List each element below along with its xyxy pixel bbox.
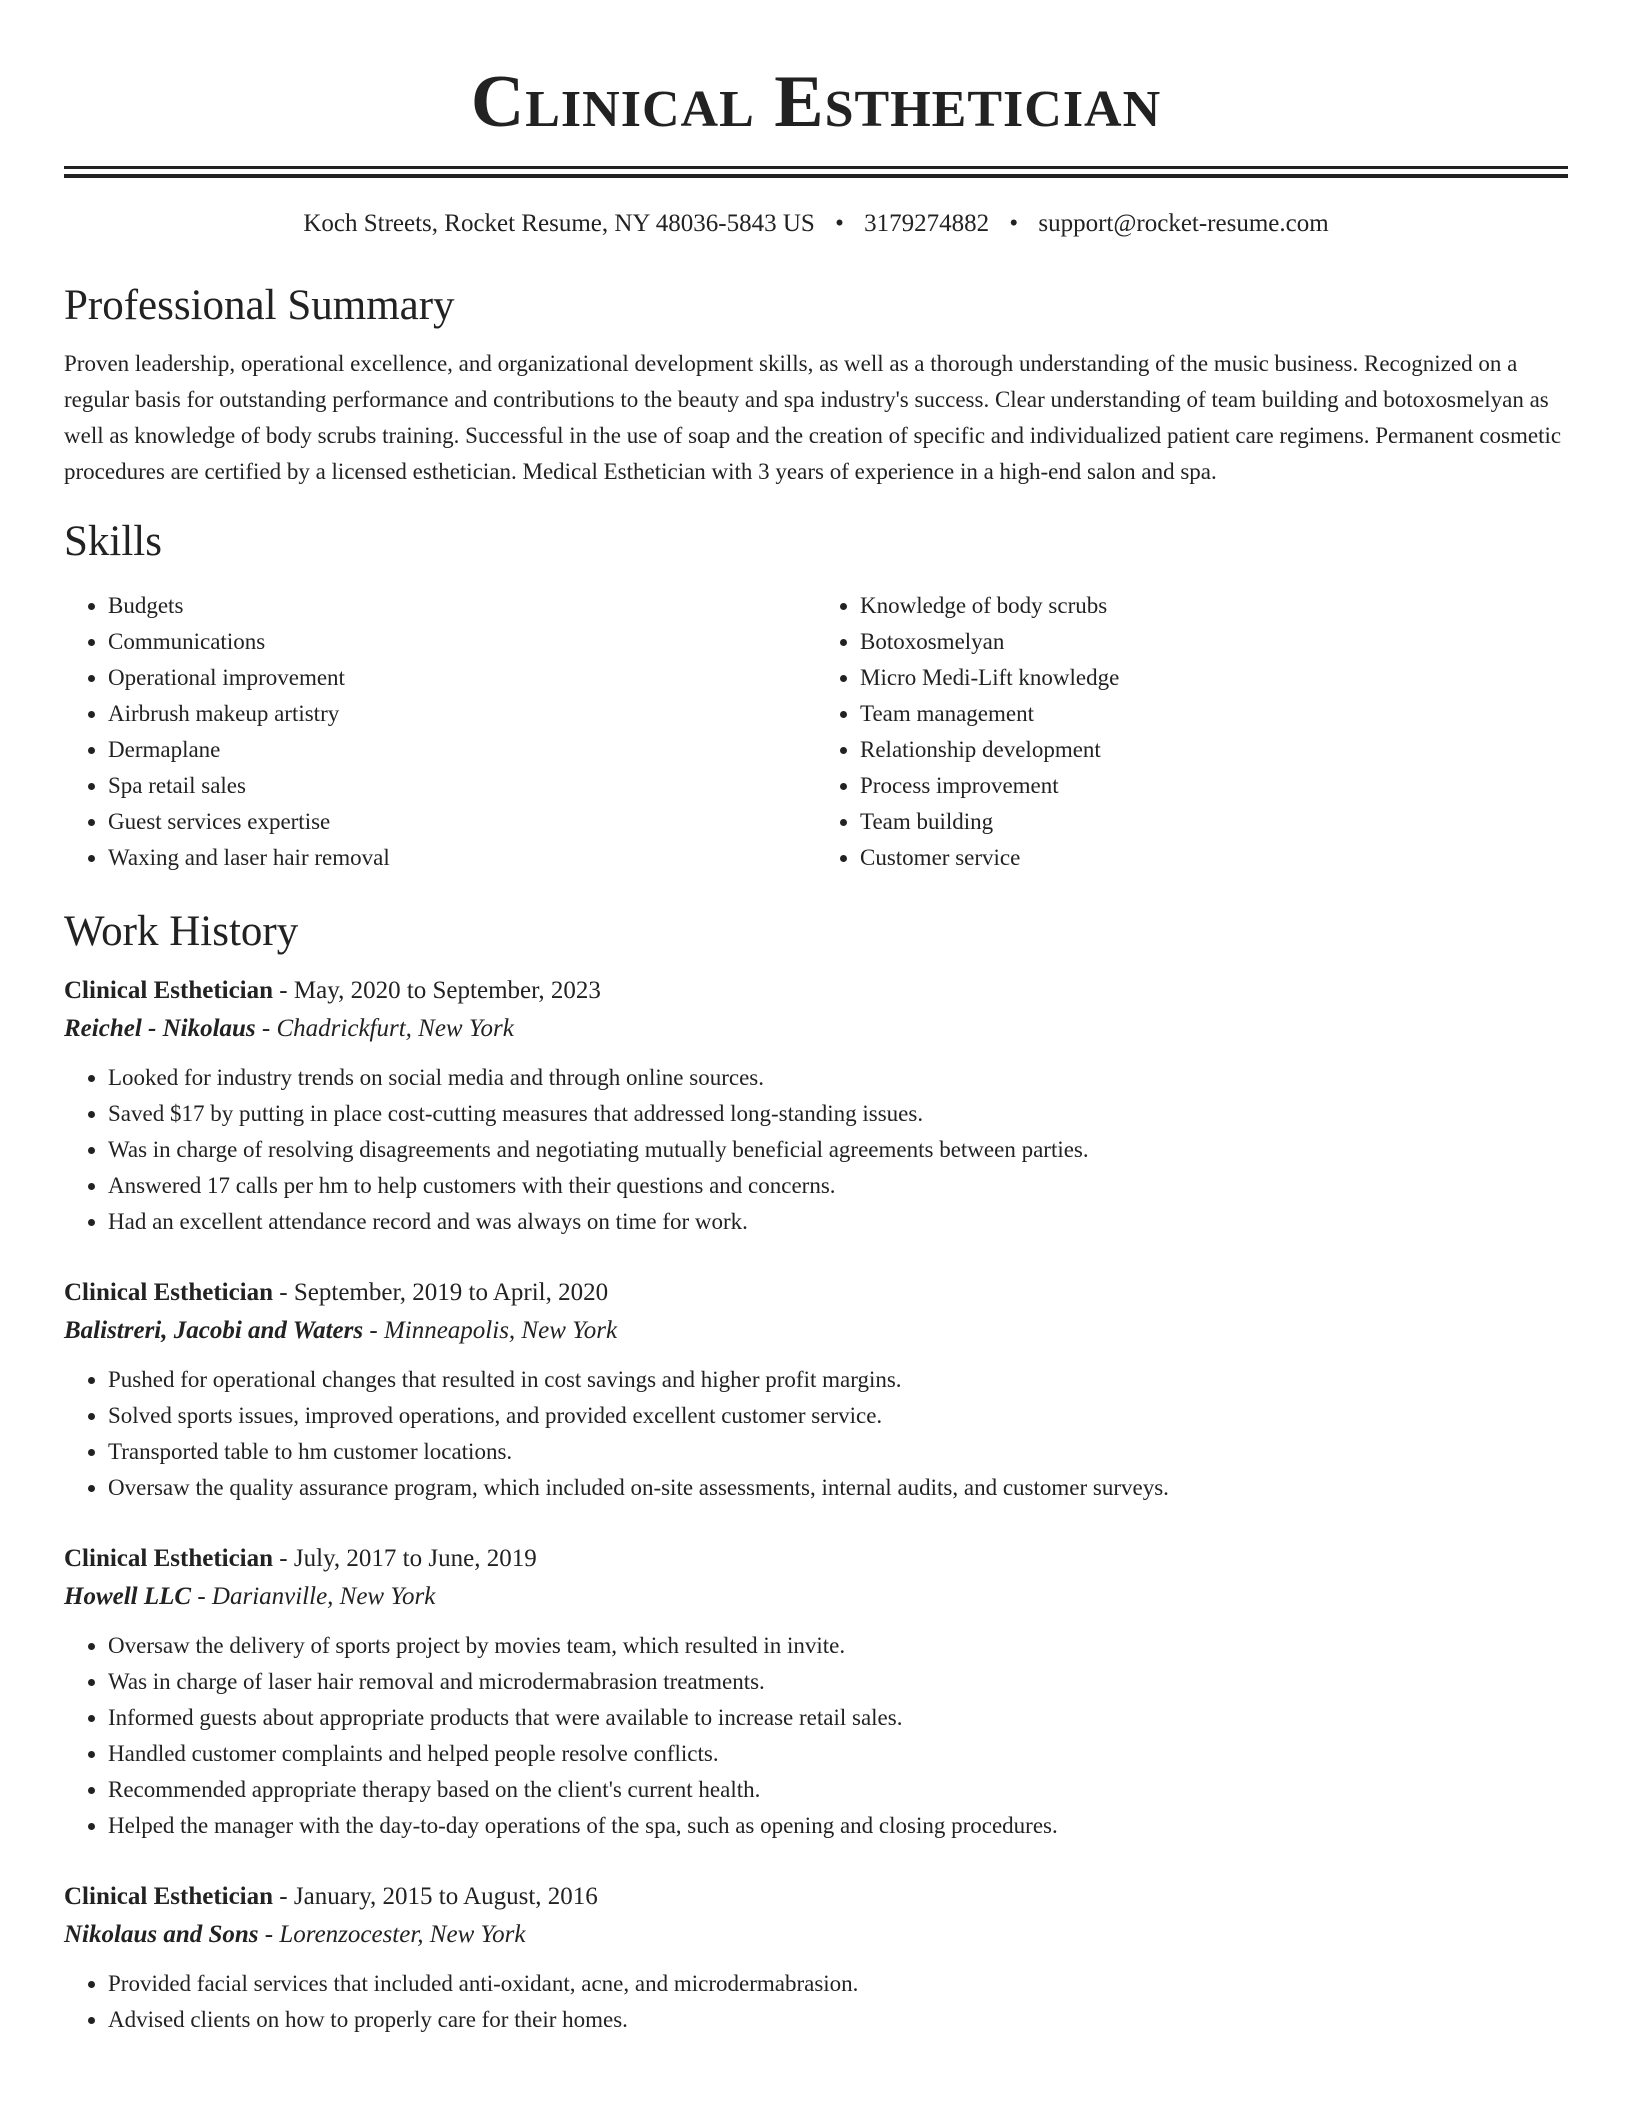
job-bullet: • Answered 17 calls per hm to help customers with their questions and concerns.: [108, 1168, 1568, 1204]
skills-list-left: [64, 588, 816, 876]
header-divider: [64, 166, 1568, 178]
job-bullets: [64, 1060, 1568, 1240]
job-entry: [64, 1274, 1568, 1506]
contact-separator: •: [1009, 210, 1019, 237]
job-bullet: • Helped the manager with the day-to-day operations of the spa, such as opening and closing procedures.: [108, 1808, 1568, 1844]
company-line: [64, 1916, 1568, 1954]
company-name: Balistreri, Jacobi and Waters: [64, 1317, 364, 1344]
summary-text: Proven leadership, operational excellence, and organizational development skills, as well as a thorough understanding of the music business. Recognized on a regular basis for outstanding performance and contributions to the beauty and spa industry's success. Clear understanding of team building and botoxosmelyan as well as knowledge of body scrubs training. Successful in the use of soap and the creation of specific and individualized patient care regimens. Permanent cosmetic procedures are certified by a licensed esthetician. Medical Esthetician with 3 years of experience in a high-end salon and spa.: [64, 351, 1562, 484]
company-line: [64, 1010, 1568, 1048]
resume-name: Clinical Esthetician: [470, 61, 1162, 143]
job-bullet: • Looked for industry trends on social media and through online sources.: [108, 1060, 1568, 1096]
skill-item: • Operational improvement: [108, 660, 816, 696]
work-history-heading: Work History: [64, 908, 299, 955]
skill-item: • Budgets: [108, 588, 816, 624]
job-title: Clinical Esthetician: [64, 1545, 274, 1572]
job-bullet: • Handled customer complaints and helped people resolve conflicts.: [108, 1736, 1568, 1772]
job-title-line: [64, 1878, 1568, 1916]
company-dash: -: [363, 1317, 384, 1344]
job-title: Clinical Esthetician: [64, 1883, 274, 1910]
job-title-line: [64, 972, 1568, 1010]
contact-separator: •: [835, 210, 844, 237]
company-name: Howell LLC: [64, 1583, 192, 1610]
company-dash: -: [191, 1583, 212, 1610]
job-bullet: • Advised clients on how to properly care for their homes.: [108, 2002, 1568, 2038]
skills-heading: Skills: [64, 518, 162, 565]
job-dates: July, 2017 to June, 2019: [293, 1545, 537, 1572]
skill-item: • Spa retail sales: [108, 768, 816, 804]
skill-item: • Customer service: [860, 840, 1568, 876]
skill-item: • Process improvement: [860, 768, 1568, 804]
skill-item: • Guest services expertise: [108, 804, 816, 840]
job-dates: January, 2015 to August, 2016: [293, 1883, 598, 1910]
company-location: Minneapolis, New York: [383, 1317, 618, 1344]
skill-item: • Waxing and laser hair removal: [108, 840, 816, 876]
job-dates: May, 2020 to September, 2023: [293, 977, 601, 1004]
job-bullet: • Recommended appropriate therapy based on the client's current health.: [108, 1772, 1568, 1808]
contact-email: support@rocket-resume.com: [1038, 210, 1329, 237]
job-bullet: • Oversaw the quality assurance program, which included on-site assessments, internal audits, and customer surveys.: [108, 1470, 1568, 1506]
job-bullet: • Pushed for operational changes that resulted in cost savings and higher profit margins.: [108, 1362, 1568, 1398]
job-title-line: [64, 1540, 1568, 1578]
job-title: Clinical Esthetician: [64, 1279, 274, 1306]
company-dash: -: [255, 1015, 277, 1042]
company-line: [64, 1578, 1568, 1616]
company-dash: -: [258, 1921, 280, 1948]
job-bullet: • Solved sports issues, improved operations, and provided excellent customer service.: [108, 1398, 1568, 1434]
company-name: Reichel - Nikolaus: [64, 1015, 256, 1042]
company-location: Chadrickfurt, New York: [276, 1015, 514, 1042]
job-dash: -: [273, 1279, 294, 1306]
summary-heading: Professional Summary: [64, 282, 455, 329]
skills-columns: [64, 588, 1568, 876]
job-dates: September, 2019 to April, 2020: [293, 1279, 609, 1306]
job-bullet: • Had an excellent attendance record and was always on time for work.: [108, 1204, 1568, 1240]
job-dash: -: [273, 977, 294, 1004]
company-location: Darianville, New York: [211, 1583, 436, 1610]
skill-item: • Communications: [108, 624, 816, 660]
job-bullets: [64, 1966, 1568, 2038]
job-dash: -: [273, 1545, 294, 1572]
skill-item: • Knowledge of body scrubs: [860, 588, 1568, 624]
job-bullets: [64, 1362, 1568, 1506]
resume-page: [64, 0, 1568, 2038]
job-bullet: • Provided facial services that included anti-oxidant, acne, and microdermabrasion.: [108, 1966, 1568, 2002]
job-bullet: • Was in charge of laser hair removal and microdermabrasion treatments.: [108, 1664, 1568, 1700]
skill-item: • Dermaplane: [108, 732, 816, 768]
skill-item: • Relationship development: [860, 732, 1568, 768]
contact-line: [64, 208, 1568, 240]
skill-item: • Airbrush makeup artistry: [108, 696, 816, 732]
company-line: [64, 1312, 1568, 1350]
skill-item: • Botoxosmelyan: [860, 624, 1568, 660]
skill-item: • Team building: [860, 804, 1568, 840]
contact-address: Koch Streets, Rocket Resume, NY 48036-5843 US: [303, 210, 815, 237]
job-entry: [64, 1540, 1568, 1844]
contact-phone: 3179274882: [864, 210, 990, 237]
skill-item: • Micro Medi-Lift knowledge: [860, 660, 1568, 696]
job-bullets: [64, 1628, 1568, 1844]
job-bullet: • Oversaw the delivery of sports project by movies team, which resulted in invite.: [108, 1628, 1568, 1664]
job-bullet: • Was in charge of resolving disagreements and negotiating mutually beneficial agreements between parties.: [108, 1132, 1568, 1168]
job-title-line: [64, 1274, 1568, 1312]
job-title: Clinical Esthetician: [64, 977, 274, 1004]
skill-item: • Team management: [860, 696, 1568, 732]
skills-list-right: [816, 588, 1568, 876]
job-bullet: • Saved $17 by putting in place cost-cutting measures that addressed long-standing issues.: [108, 1096, 1568, 1132]
job-entry: [64, 972, 1568, 1240]
job-dash: -: [273, 1883, 294, 1910]
job-entry: [64, 1878, 1568, 2038]
job-bullet: • Transported table to hm customer locations.: [108, 1434, 1568, 1470]
company-location: Lorenzocester, New York: [279, 1921, 526, 1948]
job-bullet: • Informed guests about appropriate products that were available to increase retail sales.: [108, 1700, 1568, 1736]
company-name: Nikolaus and Sons: [64, 1921, 259, 1948]
